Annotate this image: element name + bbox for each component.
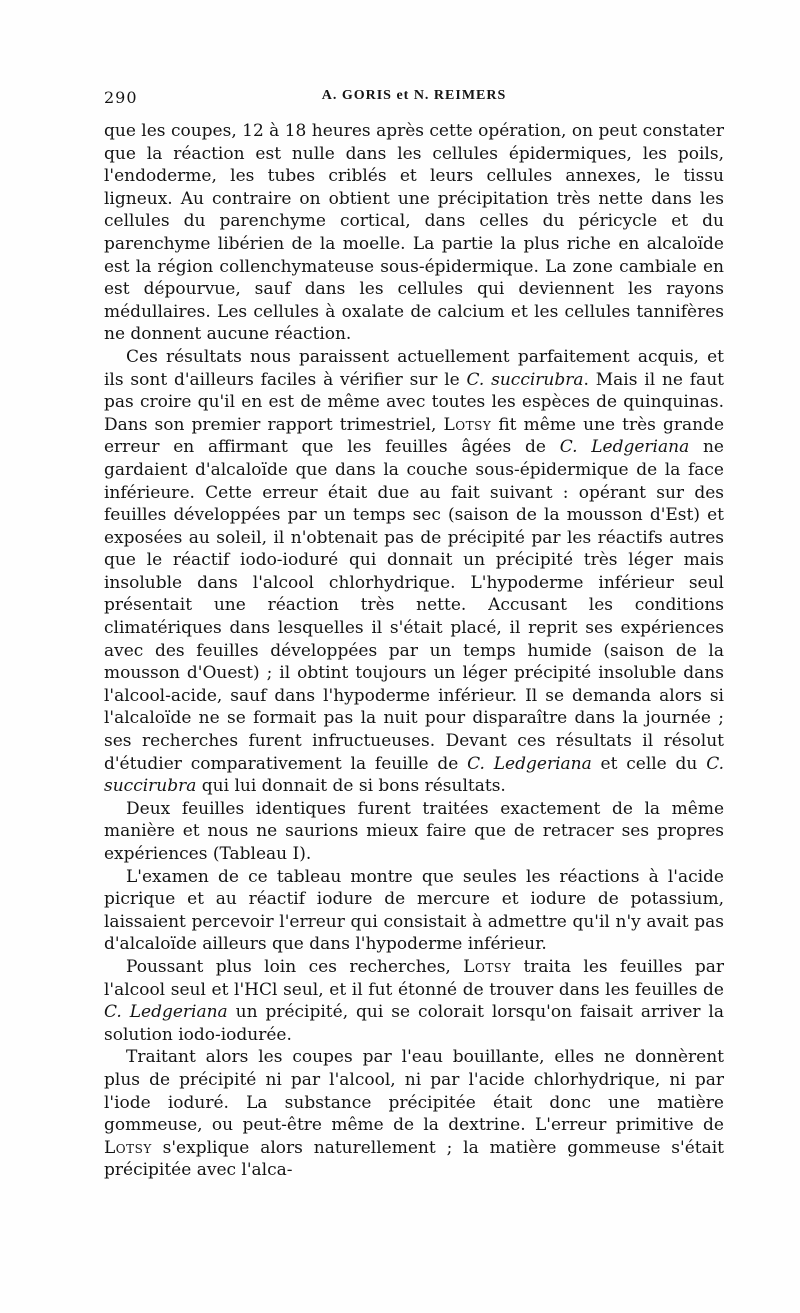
paragraph-p5 (104, 956, 724, 1046)
text-run: Traitant alors les coupes par l'eau bouillante, elles ne donnèrent plus de précipité ni par l'alcool, ni par l'acide chlorhydrique, ni par l'iode ioduré. La substance précipitée était donc une matière gommeuse, ou peut-être même de la dextrine. L'erreur primitive de (104, 1047, 724, 1136)
text-run: un précipité, qui se colorait lorsqu'on faisait arriver la solution iodo-iodurée. (104, 1002, 725, 1045)
author-name: Lotsy (443, 414, 492, 435)
text-run: ne gardaient d'alcaloïde que dans la couche sous-épidermique de la face inférieure. Cette erreur était due au fait suivant : opérant sur des feuilles développées par un temps sec (saison de la mousson d'Est) et exposées au soleil, il n'obtenait pas de précipité par les réactifs autres que le réactif iodo-ioduré qui donnait un précipité très léger mais insoluble dans l'alcool chlorhydrique. L'hypoderme inférieur seul présentait une réaction très nette. Accusant les conditions climatériques dans lesquelles il s'était placé, il reprit ses expériences avec des feuilles développées par un temps humide (saison de la mousson d'Ouest) ; il obtint toujours un léger précipité insoluble dans l'alcool-acide, sauf dans l'hypoderme inférieur. Il se demanda alors si l'alcaloïde ne se formait pas la nuit pour disparaître dans la journée ; ses recherches furent infructueuses. Devant ces résultats il résolut d'étudier comparativement la feuille de (104, 437, 724, 774)
text-run: . Mais il ne faut pas croire qu'il en est de même avec toutes les espèces de quinquinas. Dans son premier rapport trimestriel, (104, 369, 724, 435)
text-run: traita les feuilles par l'alcool seul et l'HCl seul, et il fut étonné de trouver dans les feuilles de (104, 956, 724, 1000)
text-run: Ces résultats nous paraissent actuellement parfaitement acquis, et ils sont d'ailleurs faciles à vérifier sur le (104, 346, 724, 390)
species-name: C. succirubra (104, 753, 724, 797)
running-title: A. GORIS et N. REIMERS (321, 88, 507, 103)
body-text (104, 120, 724, 1182)
species-name: C. Ledgeriana (559, 437, 690, 458)
text-run: qui lui donnait de si bons résultats. (196, 776, 506, 797)
species-name: C. Ledgeriana (467, 753, 592, 774)
paragraph-p2 (104, 346, 724, 798)
text-run: s'explique alors naturellement ; la matière gommeuse s'était précipitée avec l'alca- (104, 1137, 724, 1181)
page-number: 290 (104, 88, 138, 107)
text-run: fit même une très grande erreur en affirmant que les feuilles âgées de (104, 414, 724, 458)
page-header (104, 88, 724, 114)
author-name: Lotsy (463, 956, 512, 977)
species-name: C. Ledgeriana (104, 1002, 228, 1023)
author-name: Lotsy (104, 1137, 152, 1158)
text-run: et celle du (591, 753, 707, 774)
text-run: L'examen de ce tableau montre que seules les réactions à l'acide picrique et au réactif iodure de mercure et iodure de potassium, laissaient percevoir l'erreur qui consistait à admettre qu'il n'y avait pas d'alcaloïde ailleurs que dans l'hypoderme inférieur. (104, 866, 724, 955)
paragraph-p6 (104, 1046, 724, 1182)
paragraph-p3 (104, 798, 724, 866)
text-run: Poussant plus loin ces recherches, (126, 956, 464, 977)
text-run: Deux feuilles identiques furent traitées exactement de la même manière et nous ne saurions mieux faire que de retracer ses propres expériences (Tableau I). (104, 798, 724, 864)
species-name: C. succirubra (466, 369, 584, 390)
paragraph-p4 (104, 866, 724, 956)
paragraph-p1 (104, 120, 724, 346)
text-run: que les coupes, 12 à 18 heures après cette opération, on peut constater que la réaction est nulle dans les cellules épidermiques, les poils, l'endoderme, les tubes criblés et leurs cellules annexes, le tissu ligneux. Au contraire on obtient une précipitation très nette dans les cellules du parenchyme cortical, dans celles du péricycle et du parenchyme libérien de la moelle. La partie la plus riche en alcaloïde est la région collenchymateuse sous-épidermique. La zone cambiale en est dépourvue, sauf dans les cellules qui deviennent les rayons médullaires. Les cellules à oxalate de calcium et les cellules tannifères ne donnent aucune réaction. (104, 121, 724, 345)
